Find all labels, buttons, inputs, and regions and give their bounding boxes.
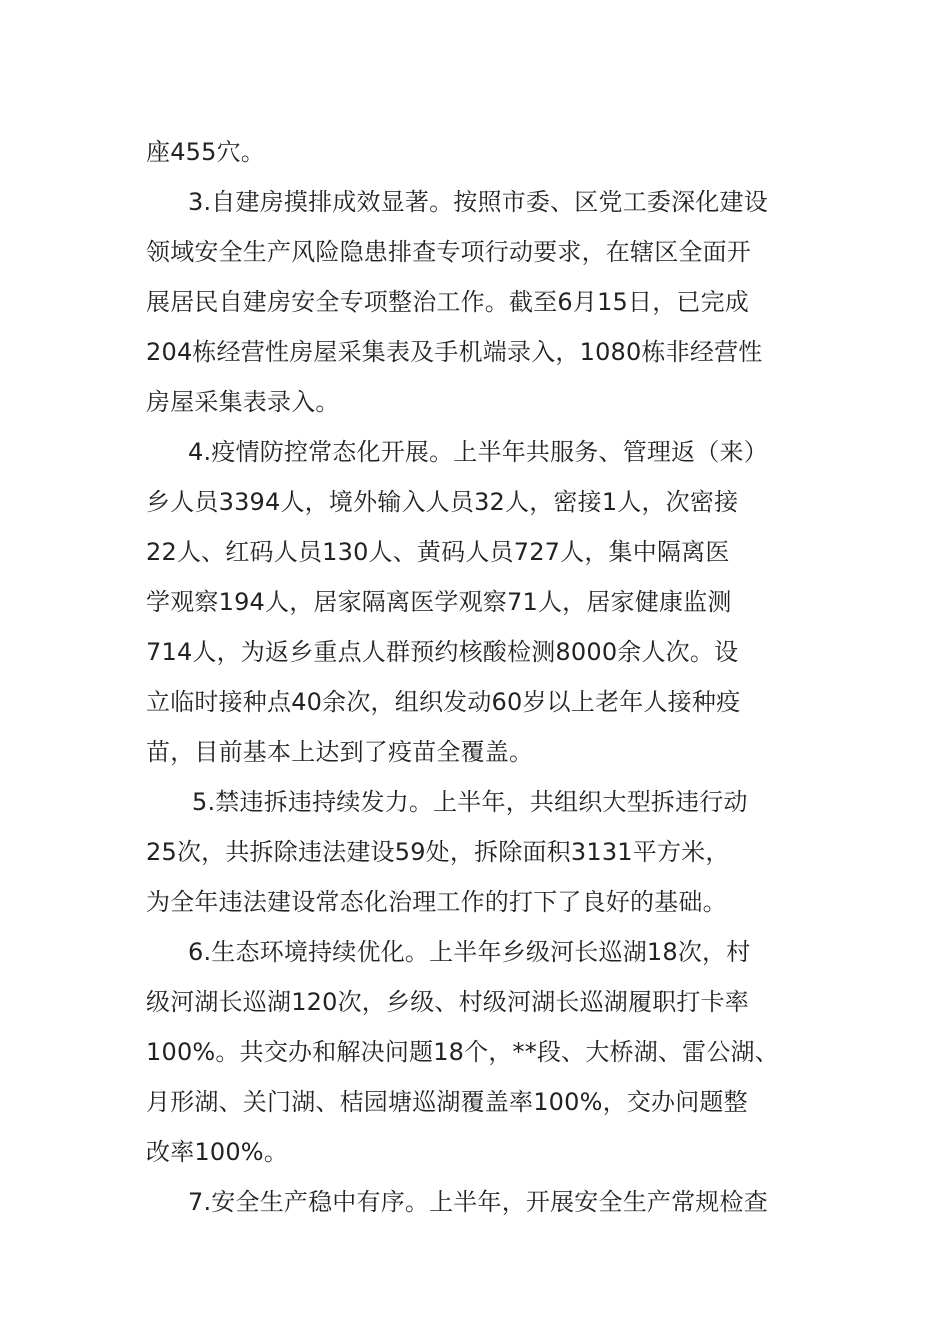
text-line: 苗，目前基本上达到了疫苗全覆盖。 xyxy=(146,738,534,766)
text-line: 级河湖长巡湖120次，乡级、村级河湖长巡湖履职打卡率 xyxy=(146,988,750,1016)
paragraph-7-heading-line: 7.安全生产稳中有序。上半年，开展安全生产常规检查 xyxy=(188,1188,768,1216)
paragraph-5-heading-line: 5.禁违拆违持续发力。上半年，共组织大型拆违行动 xyxy=(192,788,748,816)
text-line: 为全年违法建设常态化治理工作的打下了良好的基础。 xyxy=(146,888,727,916)
text-line: 立临时接种点40余次，组织发动60岁以上老年人接种疫 xyxy=(146,688,741,716)
paragraph-3-heading-line: 3.自建房摸排成效显著。按照市委、区党工委深化建设 xyxy=(188,188,768,216)
paragraph-4-heading-line: 4.疫情防控常态化开展。上半年共服务、管理返（来） xyxy=(188,438,768,466)
paragraph-6-heading-line: 6.生态环境持续优化。上半年乡级河长巡湖18次，村 xyxy=(188,938,751,966)
text-line: 月形湖、关门湖、桔园塘巡湖覆盖率100%，交办问题整 xyxy=(146,1088,748,1116)
text-line: 100%。共交办和解决问题18个，**段、大桥湖、雷公湖、 xyxy=(146,1038,779,1066)
text-line: 22人、红码人员130人、黄码人员727人，集中隔离医 xyxy=(146,538,730,566)
text-line: 领域安全生产风险隐患排查专项行动要求，在辖区全面开 xyxy=(146,238,751,266)
text-line: 展居民自建房安全专项整治工作。截至6月15日，已完成 xyxy=(146,288,750,316)
text-line: 204栋经营性房屋采集表及手机端录入，1080栋非经营性 xyxy=(146,338,763,366)
text-line: 座455穴。 xyxy=(146,138,266,166)
text-line: 改率100%。 xyxy=(146,1138,289,1166)
text-line: 房屋采集表录入。 xyxy=(146,388,340,416)
text-line: 714人，为返乡重点人群预约核酸检测8000余人次。设 xyxy=(146,638,739,666)
text-line: 25次，共拆除违法建设59处，拆除面积3131平方米， xyxy=(146,838,730,866)
text-line: 学观察194人，居家隔离医学观察71人，居家健康监测 xyxy=(146,588,732,616)
text-line: 乡人员3394人，境外输入人员32人，密接1人，次密接 xyxy=(146,488,739,516)
